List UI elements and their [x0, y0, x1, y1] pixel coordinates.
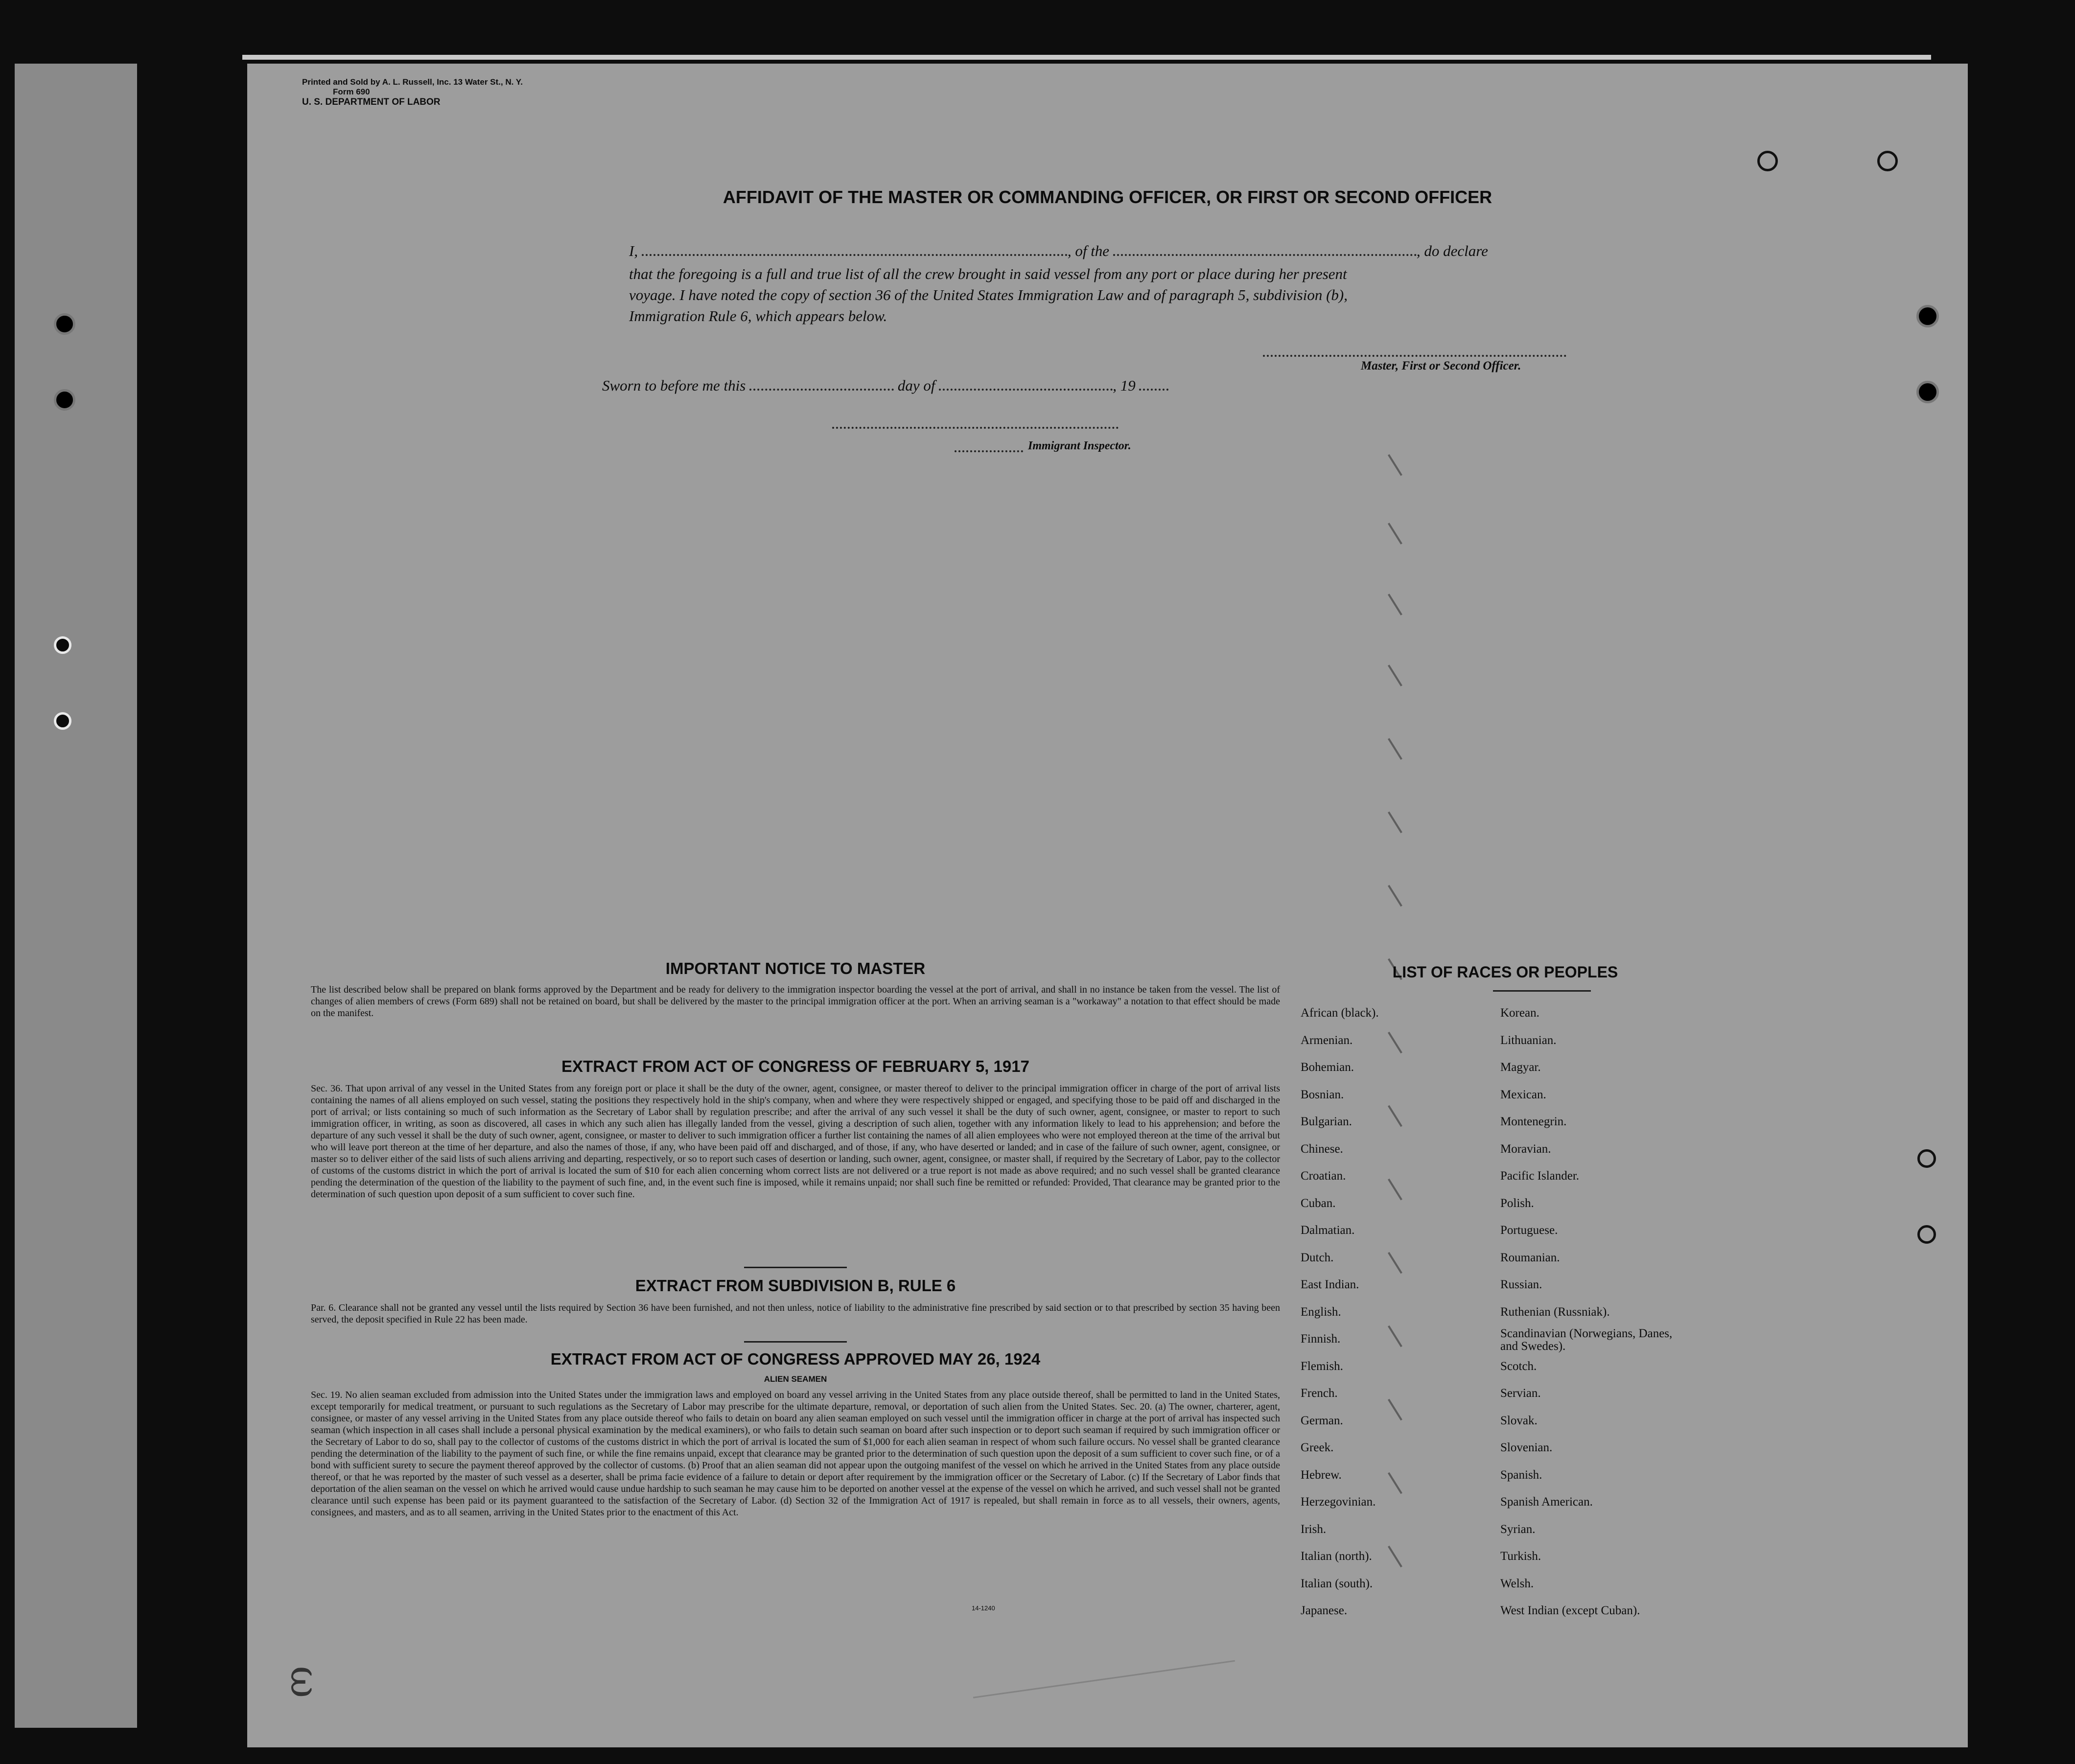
page-hole [1917, 1225, 1936, 1244]
extract-1924-title: EXTRACT FROM ACT OF CONGRESS APPROVED MAY 26, 1924 [550, 1350, 1041, 1368]
race-item: Korean. [1500, 1006, 1539, 1020]
check-mark [1388, 1325, 1402, 1347]
race-item: Bohemian. [1301, 1061, 1354, 1074]
check-mark [1388, 738, 1402, 760]
form-number: Form 690 [333, 87, 370, 96]
race-item: Irish. [1301, 1522, 1327, 1536]
race-item: Turkish. [1500, 1550, 1541, 1563]
race-item: East Indian. [1301, 1278, 1359, 1291]
race-item: Montenegrin. [1500, 1115, 1567, 1128]
check-mark [1388, 523, 1402, 545]
check-mark [1388, 1546, 1402, 1568]
check-mark [1388, 454, 1402, 476]
affidavit-title: AFFIDAVIT OF THE MASTER OR COMMANDING OFFICER, OR FIRST OR SECOND OFFICER [723, 187, 1492, 207]
extract-1924-subtitle: ALIEN SEAMEN [764, 1374, 827, 1384]
page-hole [1916, 305, 1939, 327]
divider [1493, 990, 1591, 992]
page-hole [1916, 381, 1939, 403]
race-item: Chinese. [1301, 1142, 1343, 1156]
race-item: Polish. [1500, 1196, 1534, 1210]
affidavit-line-4: Immigration Rule 6, which appears below. [629, 307, 887, 325]
race-item: Servian. [1500, 1387, 1541, 1400]
sworn-day-of: day of [897, 377, 935, 394]
race-item: Flemish. [1301, 1359, 1343, 1373]
page-hole [1877, 151, 1898, 171]
race-item: Bosnian. [1301, 1088, 1344, 1101]
race-item: Herzegovinian. [1301, 1495, 1376, 1509]
name-blank[interactable] [642, 254, 1068, 256]
race-item: Roumanian. [1500, 1251, 1560, 1264]
race-item: Croatian. [1301, 1169, 1346, 1183]
sworn-year-blank[interactable] [1139, 389, 1168, 391]
race-item: French. [1301, 1387, 1338, 1400]
crew-list-page [247, 64, 1968, 1747]
race-item: Welsh. [1500, 1577, 1534, 1590]
binder-hole [54, 313, 75, 335]
race-item: Magyar. [1500, 1061, 1541, 1074]
race-item: Italian (south). [1301, 1577, 1373, 1590]
affidavit-line-1 [629, 242, 1488, 260]
signature-blank[interactable] [1263, 355, 1566, 357]
race-item: English. [1301, 1305, 1341, 1319]
race-item: Scandinavian (Norwegians, Danes, and Swedes). [1500, 1327, 1673, 1353]
extract-rule6-text: Par. 6. Clearance shall not be granted any vessel until the lists required by Section 36 have been furnished, and not then unless, notice of liability to the administrative fine prescribed by said section or to that prescribed by section 35 having been served, the deposit specified in Rule 22 has been made. [311, 1302, 1280, 1325]
page-edge [242, 55, 1931, 60]
race-item: Finnish. [1301, 1332, 1341, 1346]
divider [744, 1341, 847, 1343]
check-mark [1388, 1399, 1402, 1421]
vessel-blank[interactable] [1113, 254, 1417, 256]
race-item: Greek. [1301, 1441, 1334, 1454]
page-hole [1757, 151, 1778, 171]
inspector-blank-short [955, 450, 1023, 452]
extract-1917-title: EXTRACT FROM ACT OF CONGRESS OF FEBRUARY 5, 1917 [561, 1057, 1029, 1075]
affidavit-of-the: , of the [1067, 242, 1110, 259]
extract-1924-text: Sec. 19. No alien seaman excluded from admission into the United States under the immigration laws and employed on board any vessel arriving in the United States from any place outside thereof, shall be permitted to land in the United States, except temporarily for medical treatment, or pursuant to such regulations as the Secretary of Labor may prescribe for the ultimate departure, removal, or deportation of such alien from the United States. Sec. 20. (a) The owner, charterer, agent, consignee, or master of any vessel arriving in the United States from any place outside thereof who fails to detain on board any alien seaman employed on such vessel until the immigration officer in charge at the port of arrival has inspected such seaman (which inspection in all cases shall include a personal physical examination by the medical examiners), or who fails to detain such seaman on board after such inspection or to deport such seaman if required by such immigration officer or the Secretary of Labor to do so, shall pay to the collector of customs of the customs district in which the port of arrival is located the sum of $1,000 for each alien seaman in respect of whom such failure occurs. No vessel shall be granted clearance pending the determination of the liability to the payment of such fine, or while the fine remains unpaid, except that clearance may be granted prior to the determination of such question upon the deposit of a sum sufficient to cover such fine, or of a bond with sufficient surety to secure the payment thereof approved by the collector of customs. (b) Proof that an alien seaman did not appear upon the outgoing manifest of the vessel on which he arrived in the United States from any place outside thereof, or that he was reported by the master of such vessel as a deserter, shall be prima facie evidence of a failure to detain or deport after requirement by the immigration officer or the Secretary of Labor. (c) If the Secretary of Labor finds that deportation of the alien seaman on the vessel on which he arrived would cause undue hardship to such seaman he may cause him to be deported on another vessel at the expense of the vessel on which he arrived, and such vessel shall not be granted clearance until such expense has been paid or its payment guaranteed to the satisfaction of the Secretary of Labor. (d) Section 32 of the Immigration Act of 1917 is repealed, but shall remain in force as to all vessels, their owners, agents, consignees, and masters, and as to all seamen, arriving in the United States prior to the enactment of this Act. [311, 1390, 1280, 1518]
race-item: Slovenian. [1500, 1441, 1553, 1454]
check-mark [1388, 1032, 1402, 1054]
binder-hole [54, 389, 75, 411]
binder-strip [15, 64, 137, 1728]
sworn-year: , 19 [1113, 377, 1136, 394]
check-mark [1388, 1179, 1402, 1201]
handwritten-mark: ω [282, 1666, 328, 1698]
inspector-label: Immigrant Inspector. [1028, 440, 1131, 452]
check-mark [1388, 665, 1402, 687]
faint-signature [963, 1587, 1235, 1698]
race-item: Russian. [1500, 1278, 1542, 1291]
affidavit-do-declare: , do declare [1416, 242, 1488, 259]
extract-1917-text: Sec. 36. That upon arrival of any vessel in the United States from any foreign port or place it shall be the duty of the owner, agent, consignee, or master thereof to deliver to the principal immigration officer in charge of the port of arrival lists containing the names of all aliens employed on such vessel, stating the positions they respectively hold in the ship's company, when and where they were respectively shipped or engaged, and specifying those to be paid off and discharged in the port of arrival; or lists containing so much of such information as the Secretary of Labor shall by regulation prescribe; and after the arrival of any such vessel it shall be the duty of such owner, agent, consignee, or master to report to such immigration officer, in writing, as soon as discovered, all cases in which any such alien has illegally landed from the vessel, giving a description of such alien, together with any information likely to lead to his apprehension; and before the departure of any such vessel it shall be the duty of such owner, agent, consignee, or master to deliver to such immigration officer a further list containing the names of all alien employees who were not employed thereon at the time of the arrival but who will leave port thereon at the time of her departure, and also the names of those, if any, who have been paid off and discharged, and of those, if any, who have deserted or landed; and in case of the failure of such owner, agent, consignee, or master so to deliver either of the said lists of such aliens arriving and departing, respectively, or so to report such cases of desertion or landing, such owner, agent, consignee, or master shall, if required by the Secretary of Labor, pay to the collector of customs of the customs district in which the port of arrival is located the sum of $10 for each alien concerning whom correct lists are not delivered or a true report is not made as above required; and no such vessel shall be granted clearance pending the determination of the question of the liability to the payment of such fine, and, in the event such fine is imposed, while it remains unpaid; nor shall such fine be remitted or refunded: Provided, That clearance may be granted prior to the determination of such question upon deposit of a sum sufficient to cover such fine. [311, 1083, 1280, 1200]
notice-title: IMPORTANT NOTICE TO MASTER [665, 959, 926, 977]
signature-label: Master, First or Second Officer. [1361, 359, 1521, 372]
divider [744, 1267, 847, 1268]
race-item: German. [1301, 1414, 1343, 1427]
race-item: Cuban. [1301, 1196, 1336, 1210]
race-item: West Indian (except Cuban). [1500, 1604, 1640, 1617]
affidavit-line-3: voyage. I have noted the copy of section 36 of the United States Immigration Law and of paragraph 5, subdivision (b), [629, 286, 1348, 303]
race-item: Italian (north). [1301, 1550, 1372, 1563]
check-mark [1388, 885, 1402, 907]
inspector-blank[interactable] [832, 427, 1119, 429]
race-item: Portuguese. [1500, 1224, 1558, 1237]
race-item: Ruthenian (Russniak). [1500, 1305, 1610, 1319]
affidavit-line-2: that the foregoing is a full and true list of all the crew brought in said vessel from any port or place during her present [629, 265, 1347, 282]
affidavit-i: I, [629, 242, 638, 259]
department-label: U. S. DEPARTMENT OF LABOR [302, 97, 441, 107]
sworn-prefix: Sworn to before me this [602, 377, 746, 394]
race-item: Japanese. [1301, 1604, 1348, 1617]
sworn-month-blank[interactable] [939, 389, 1113, 391]
race-item: Lithuanian. [1500, 1033, 1557, 1047]
notice-text: The list described below shall be prepared on blank forms approved by the Department and be ready for delivery to the immigration inspector boarding the vessel at the port of arrival, and shall in no instance be taken from the vessel. The list of changes of alien members of crews (Form 689) shall not be retained on board, but shall be delivered by the master to the principal immigration officer at the port. When an arriving seaman is a "workaway" a notation to that effect should be made on the manifest. [311, 984, 1280, 1019]
race-item: Hebrew. [1301, 1468, 1342, 1482]
sworn-line [602, 377, 1168, 395]
check-mark [1388, 812, 1402, 834]
races-title: LIST OF RACES OR PEOPLES [1392, 963, 1618, 981]
race-item: Syrian. [1500, 1522, 1536, 1536]
check-mark [1388, 1252, 1402, 1274]
check-mark [1388, 594, 1402, 616]
page-hole [1917, 1149, 1936, 1168]
check-mark [1388, 1472, 1402, 1494]
race-item: Moravian. [1500, 1142, 1551, 1156]
race-item: Mexican. [1500, 1088, 1546, 1101]
race-item: Spanish. [1500, 1468, 1542, 1482]
race-item: Bulgarian. [1301, 1115, 1352, 1128]
race-item: Spanish American. [1500, 1495, 1593, 1509]
binder-hole [54, 636, 71, 654]
race-item: Dutch. [1301, 1251, 1334, 1264]
sworn-day-blank[interactable] [749, 389, 894, 391]
print-code: 14-1240 [972, 1604, 995, 1612]
printer-line: Printed and Sold by A. L. Russell, Inc. 13 Water St., N. Y. [302, 77, 523, 87]
race-item: Slovak. [1500, 1414, 1538, 1427]
check-mark [1388, 1105, 1402, 1127]
extract-rule6-title: EXTRACT FROM SUBDIVISION B, RULE 6 [635, 1277, 956, 1295]
binder-hole [54, 712, 71, 730]
race-item: Scotch. [1500, 1359, 1537, 1373]
race-item: Armenian. [1301, 1033, 1353, 1047]
race-item: Dalmatian. [1301, 1224, 1355, 1237]
race-item: African (black). [1301, 1006, 1379, 1020]
race-item: Pacific Islander. [1500, 1169, 1580, 1183]
